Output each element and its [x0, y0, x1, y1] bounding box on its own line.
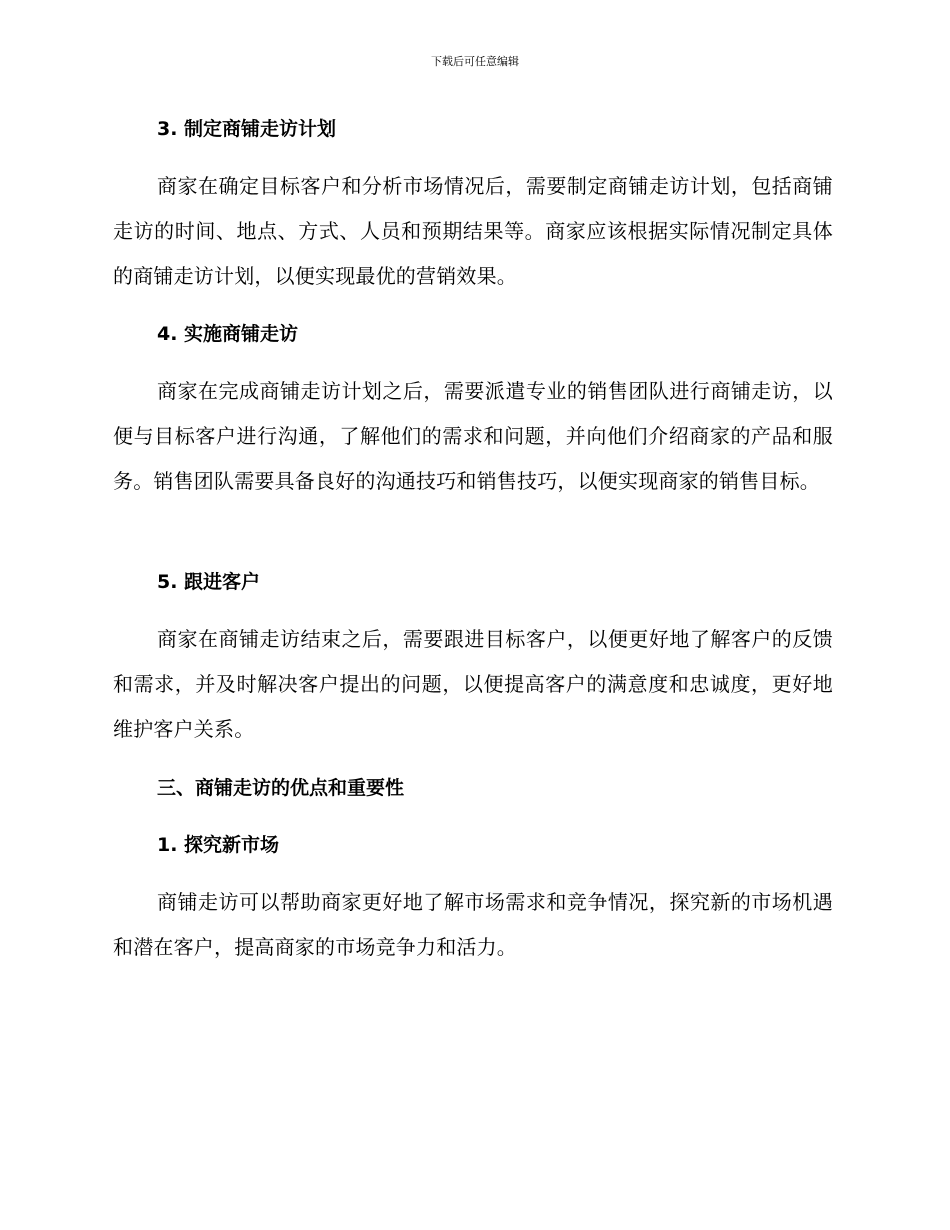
section-heading-follow-up: 5. 跟进客户 [157, 571, 261, 593]
section-paragraph-new-market: 商铺走访可以帮助商家更好地了解市场需求和竞争情况，探究新的市场机遇和潜在客户，提高商家的市场竞争力和活力。 [113, 890, 833, 959]
section-heading-implement: 4. 实施商铺走访 [157, 323, 299, 345]
section-paragraph-plan: 商家在确定目标客户和分析市场情况后，需要制定商铺走访计划，包括商铺走访的时间、地点、方式、人员和预期结果等。商家应该根据实际情况制定具体的商铺走访计划，以便实现最优的营销效果。 [113, 174, 833, 288]
section-paragraph-follow-up: 商家在商铺走访结束之后，需要跟进目标客户，以便更好地了解客户的反馈和需求，并及时解决客户提出的问题，以便提高客户的满意度和忠诚度，更好地维护客户关系。 [113, 627, 833, 741]
chapter-heading-advantages: 三、商铺走访的优点和重要性 [157, 777, 405, 799]
section-paragraph-implement: 商家在完成商铺走访计划之后，需要派遣专业的销售团队进行商铺走访，以便与目标客户进行沟通，了解他们的需求和问题，并向他们介绍商家的产品和服务。销售团队需要具备良好的沟通技巧和销售技巧，以便实现商家的销售目标。 [113, 379, 833, 493]
section-heading-new-market: 1. 探究新市场 [157, 834, 280, 856]
section-heading-plan: 3. 制定商铺走访计划 [157, 118, 337, 140]
page-header-note: 下载后可任意编辑 [431, 55, 519, 68]
